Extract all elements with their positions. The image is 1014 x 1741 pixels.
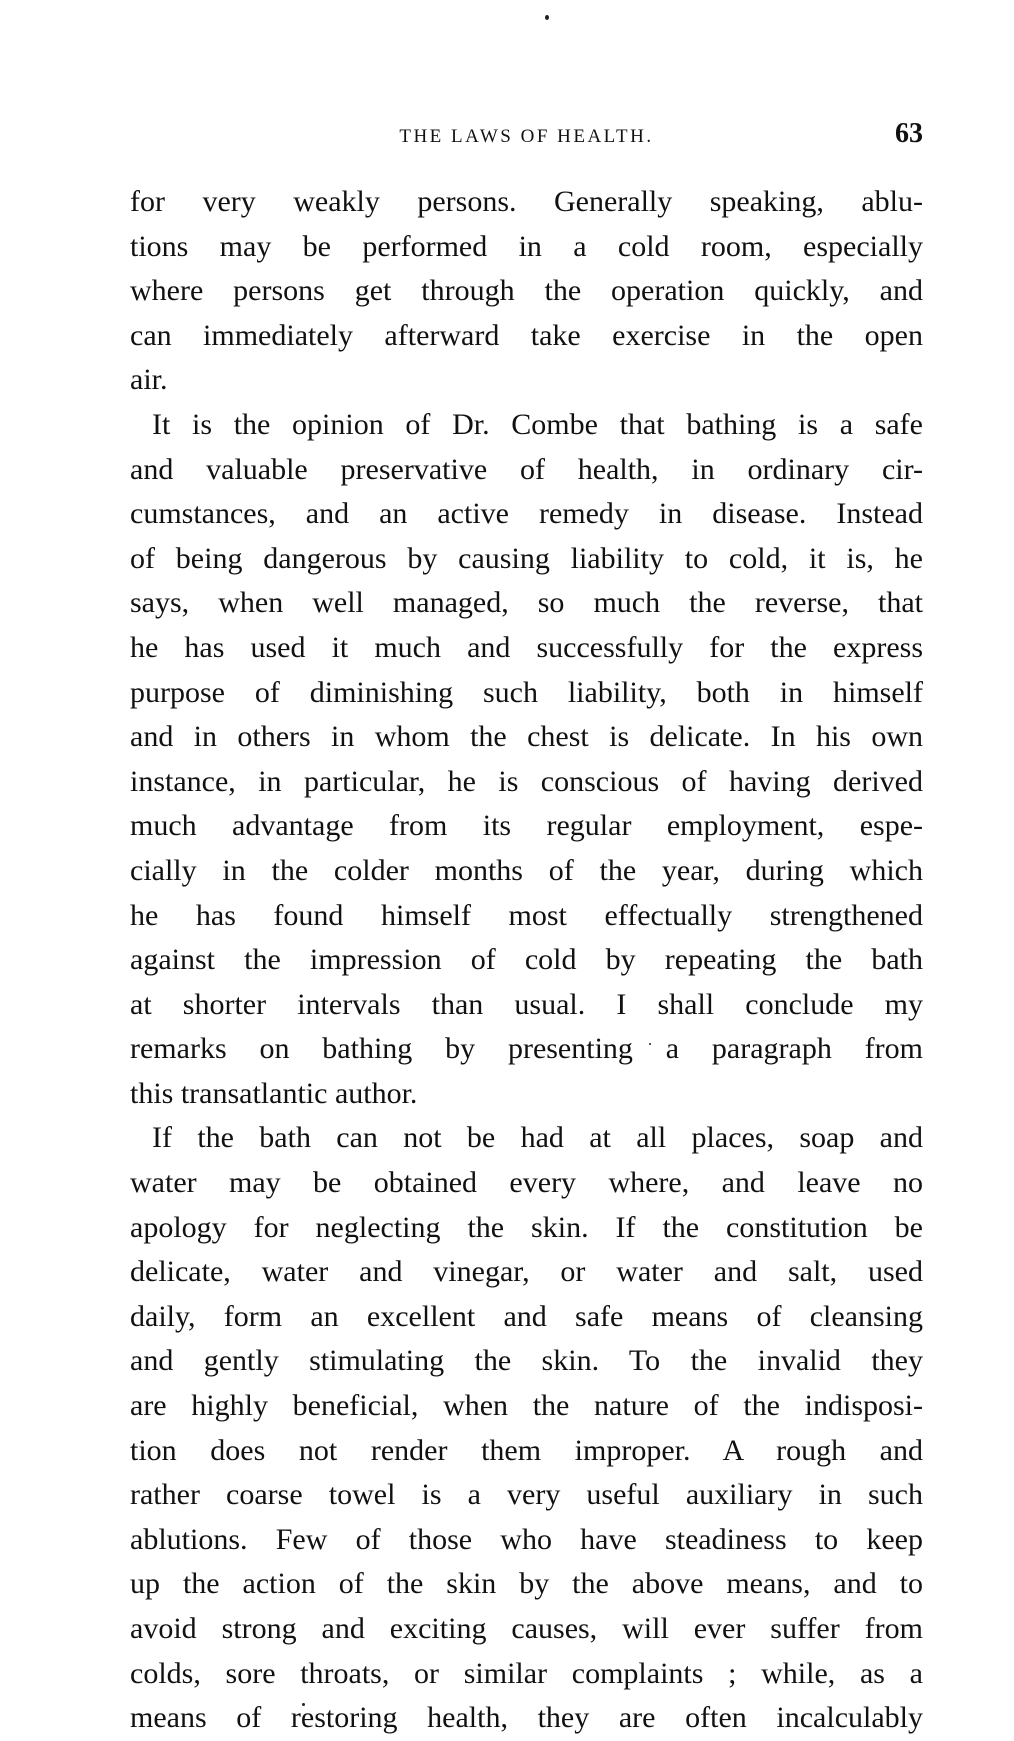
text-line: water may be obtained every where, and leave no xyxy=(130,1166,923,1200)
page-header xyxy=(130,118,923,154)
text-line: ablutions. Few of those who have steadiness to keep xyxy=(130,1522,923,1556)
text-line: It is the opinion of Dr. Combe that bathing is a safe xyxy=(152,407,923,441)
text-line: If the bath can not be had at all places, soap and xyxy=(152,1121,923,1155)
text-line: of being dangerous by causing liability to cold, it is, he xyxy=(130,541,923,575)
page-number: 63 xyxy=(895,118,923,149)
paragraph xyxy=(130,1116,923,1740)
text-line: means of restoring health, they are often incalculably xyxy=(130,1701,923,1735)
text-line: says, when well managed, so much the reverse, that xyxy=(130,586,923,620)
text-line: against the impression of cold by repeating the bath xyxy=(130,943,923,977)
paragraph xyxy=(130,403,923,1117)
text-line: and gently stimulating the skin. To the invalid they xyxy=(130,1344,923,1378)
body-text xyxy=(130,180,923,1741)
text-line: remarks on bathing by presenting a paragraph from xyxy=(130,1032,923,1066)
text-line: are highly beneficial, when the nature of the indisposi- xyxy=(130,1389,923,1423)
text-line: for very weakly persons. Generally speaking, ablu- xyxy=(130,185,923,218)
text-line: delicate, water and vinegar, or water and salt, used xyxy=(130,1255,923,1289)
scan-speck xyxy=(545,15,549,20)
text-line: where persons get through the operation quickly, and xyxy=(130,274,923,308)
text-line: this transatlantic author. xyxy=(130,1076,418,1110)
text-line: much advantage from its regular employment, espe- xyxy=(130,809,923,843)
text-line: instance, in particular, he is conscious of having derived xyxy=(130,764,923,798)
text-line: colds, sore throats, or similar complaints ; while, as a xyxy=(130,1656,923,1690)
text-line: and in others in whom the chest is delicate. In his own xyxy=(130,720,923,754)
text-line: at shorter intervals than usual. I shall conclude my xyxy=(130,987,923,1021)
text-line: purpose of diminishing such liability, both in himself xyxy=(130,675,923,709)
text-line: tion does not render them improper. A rough and xyxy=(130,1433,923,1467)
text-line: daily, form an excellent and safe means of cleansing xyxy=(130,1299,923,1333)
text-line: cially in the colder months of the year, during which xyxy=(130,853,923,887)
running-title: THE LAWS OF HEALTH. xyxy=(399,126,654,147)
text-line: avoid strong and exciting causes, will ever suffer from xyxy=(130,1612,923,1645)
text-line: cumstances, and an active remedy in disease. Instead xyxy=(130,497,923,531)
text-line: up the action of the skin by the above means, and to xyxy=(130,1567,923,1601)
text-line: tions may be performed in a cold room, especially xyxy=(130,229,923,263)
text-line: and valuable preservative of health, in ordinary cir- xyxy=(130,452,923,486)
paragraph xyxy=(130,180,923,403)
text-line: he has used it much and successfully for the express xyxy=(130,630,923,664)
text-line: he has found himself most effectually strengthened xyxy=(130,898,923,932)
text-line: apology for neglecting the skin. If the constitution be xyxy=(130,1210,923,1244)
text-line: air. xyxy=(130,363,168,397)
text-line: can immediately afterward take exercise in the open xyxy=(130,318,923,352)
text-line: rather coarse towel is a very useful auxiliary in such xyxy=(130,1478,923,1512)
